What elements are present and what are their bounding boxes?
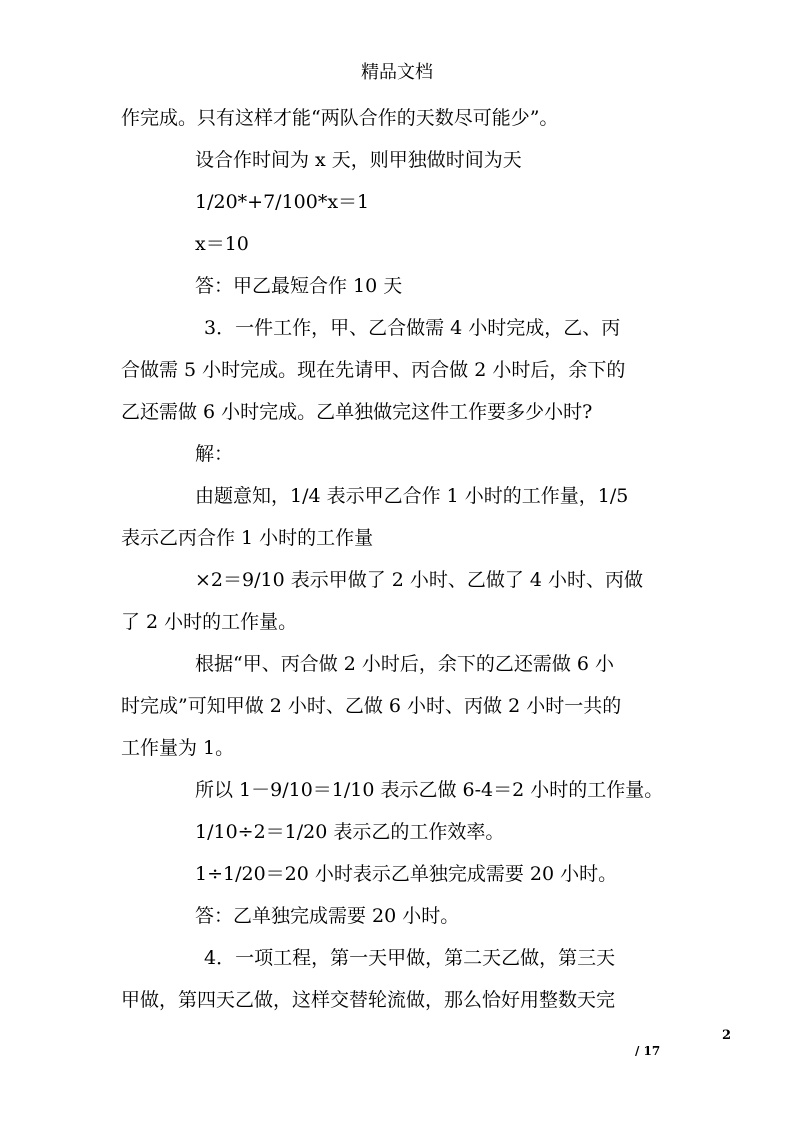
- page-total: / 17: [635, 1044, 661, 1058]
- text-line: 所以 1－9/10＝1/10 表示乙做 6-4＝2 小时的工作量。: [195, 779, 664, 801]
- text-line: 了 2 小时的工作量。: [121, 611, 298, 633]
- text-line: 工作量为 1。: [121, 737, 235, 759]
- text-line: 解：: [195, 443, 234, 465]
- text-line: 作完成。只有这样才能“两队合作的天数尽可能少”。: [121, 107, 559, 129]
- text-line: 表示乙丙合作 1 小时的工作量: [121, 527, 374, 549]
- text-line: 答：甲乙最短合作 10 天: [195, 275, 403, 297]
- text-line: 答：乙单独完成需要 20 小时。: [195, 905, 460, 927]
- text-line: 设合作时间为 x 天，则甲独做时间为天: [195, 149, 522, 171]
- text-line: 合做需 5 小时完成。现在先请甲、丙合做 2 小时后，余下的: [121, 359, 626, 381]
- text-line: 时完成”可知甲做 2 小时、乙做 6 小时、丙做 2 小时一共的: [121, 695, 622, 717]
- text-line: 4．一项工程，第一天甲做，第二天乙做，第三天: [204, 947, 616, 969]
- text-line: 1/20*+7/100*x＝1: [195, 191, 370, 213]
- page-number: 2: [722, 1028, 732, 1043]
- page-header: 精品文档: [361, 62, 433, 83]
- text-line: ×2＝9/10 表示甲做了 2 小时、乙做了 4 小时、丙做: [195, 569, 644, 591]
- text-line: 由题意知，1/4 表示甲乙合作 1 小时的工作量，1/5: [195, 485, 629, 507]
- text-line: x＝10: [195, 233, 249, 255]
- text-line: 1÷1/20＝20 小时表示乙单独完成需要 20 小时。: [195, 863, 618, 885]
- text-line: 1/10÷2＝1/20 表示乙的工作效率。: [195, 821, 505, 843]
- text-line: 甲做，第四天乙做，这样交替轮流做，那么恰好用整数天完: [121, 989, 616, 1011]
- text-line: 乙还需做 6 小时完成。乙单独做完这件工作要多少小时?: [121, 401, 593, 423]
- text-line: 根据“甲、丙合做 2 小时后，余下的乙还需做 6 小: [195, 653, 615, 675]
- text-line: 3．一件工作，甲、乙合做需 4 小时完成，乙、丙: [204, 317, 621, 339]
